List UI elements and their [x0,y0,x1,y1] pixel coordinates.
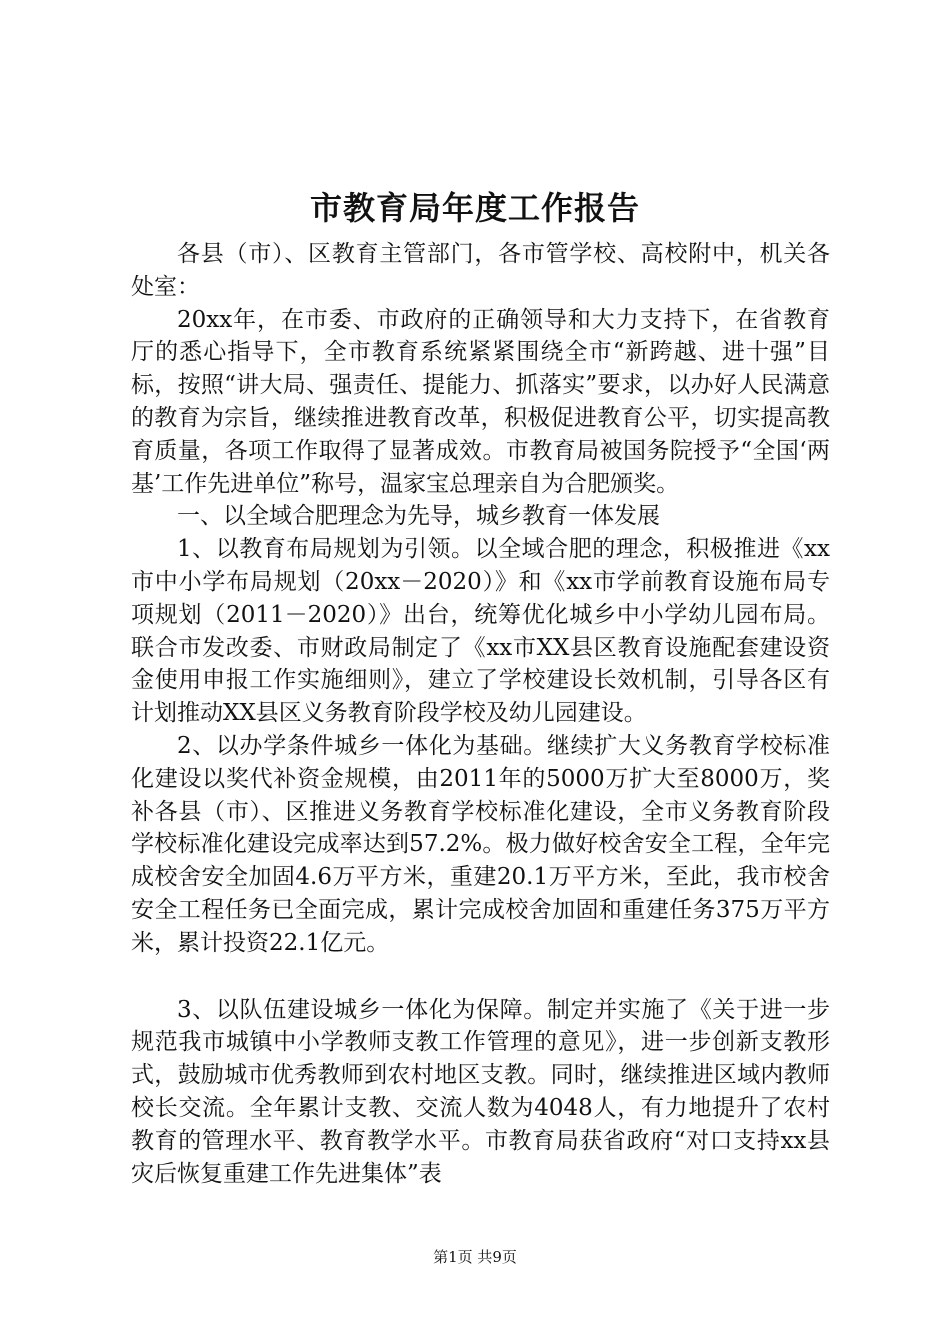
item-paragraph-3: 3、以队伍建设城乡一体化为保障。制定并实施了《关于进一步规范我市城镇中小学教师支教工作管理的意见》，进一步创新支教形式，鼓励城市优秀教师到农村地区支教。同时，继续推进区域内教师校长交流。全年累计支教、交流人数为4048人，有力地提升了农村教育的管理水平、教育教学水平。市教育局获省政府“对口支持xx县灾后恢复重建工作先进集体”表 [131,996,830,1187]
document-body [131,238,830,1190]
document-title: 市教育局年度工作报告 [309,189,640,227]
section-heading-1: 一、以全域合肥理念为先导，城乡教育一体发展 [177,503,660,530]
intro-paragraph: 20xx年，在市委、市政府的正确领导和大力支持下，在省教育厅的悉心指导下，全市教育系统紧紧围绕全市“新跨越、进十强”目标，按照“讲大局、强责任、提能力、抓落实”要求，以办好人民满意的教育为宗旨，继续推进教育改革，积极促进教育公平，切实提高教育质量，各项工作取得了显著成效。市教育局被国务院授予“全国‘两基’工作先进单位”称号，温家宝总理亲自为合肥颁奖。 [131,306,830,497]
page-number-footer: 第1页 共9页 [433,1248,517,1266]
salutation-paragraph: 各县（市）、区教育主管部门，各市管学校、高校附中，机关各处室： [131,241,830,300]
item-paragraph-2: 2、以办学条件城乡一体化为基础。继续扩大义务教育学校标准化建设以奖代补资金规模，由2011年的5000万扩大至8000万，奖补各县（市）、区推进义务教育学校标准化建设，全市义务教育阶段学校标准化建设完成率达到57.2%。极力做好校舍安全工程，全年完成校舍安全加固4.6万平方米，重建20.1万平方米，至此，我市校舍安全工程任务已全面完成，累计完成校舍加固和重建任务375万平方米，累计投资22.1亿元。 [131,732,830,956]
item-paragraph-1: 1、以教育布局规划为引领。以全域合肥的理念，积极推进《xx市中小学布局规划（20xx－2020）》和《xx市学前教育设施布局专项规划（2011－2020）》出台，统筹优化城乡中小学幼儿园布局。联合市发改委、市财政局制定了《xx市XX县区教育设施配套建设资金使用申报工作实施细则》，建立了学校建设长效机制，引导各区有计划推动XX县区义务教育阶段学校及幼儿园建设。 [131,536,830,727]
